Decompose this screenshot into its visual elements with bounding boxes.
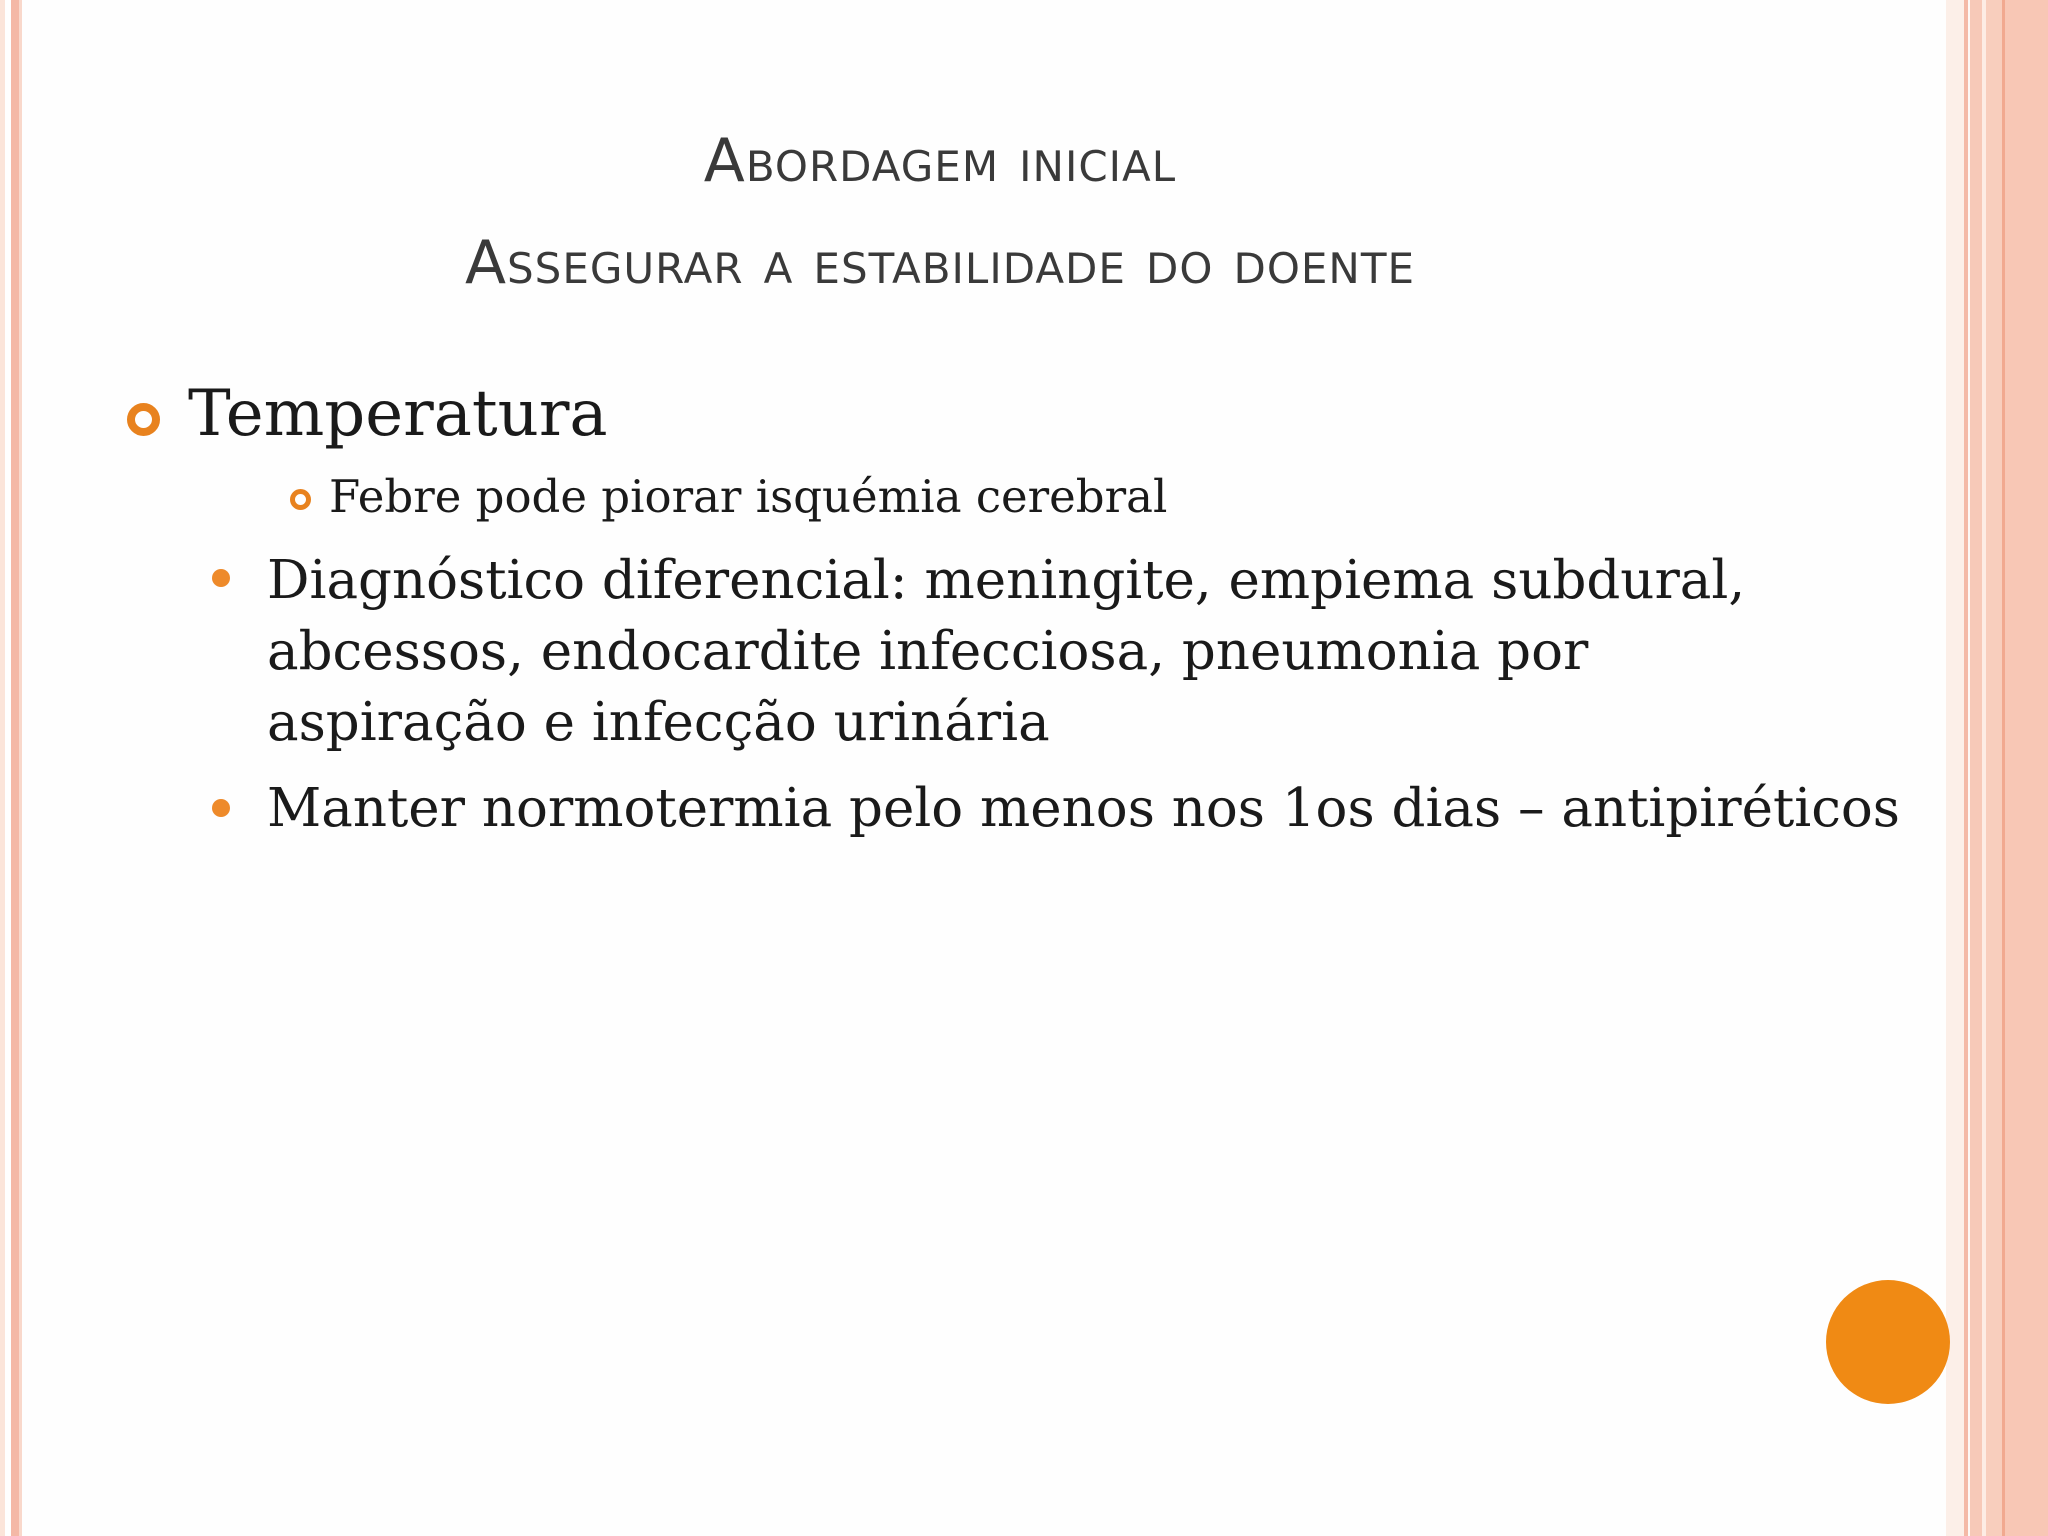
ring-bullet-icon (290, 489, 311, 510)
dot-bullet-icon (212, 799, 230, 817)
bullet-level-2: Febre pode piorar isquémia cerebral (329, 470, 1168, 523)
right-border-stripe (2005, 0, 2048, 1536)
slide-title-line-2: Assegurar a estabilidade do doente (464, 228, 1416, 298)
bullet-level-3: Diagnóstico diferencial: meningite, empiema subdural, abcessos, endocardite infecciosa, pneumonia por aspiração e infecção urinária (267, 550, 1746, 753)
orange-circle-decoration (1826, 1280, 1950, 1404)
slide-title-line-1: Abordagem inicial (703, 126, 1177, 196)
right-border-stripe (1986, 0, 2002, 1536)
bullet-level-1: Temperatura (188, 377, 608, 451)
right-border-stripe (1946, 0, 1964, 1536)
right-border-stripe (1970, 0, 1982, 1536)
ring-bullet-icon (127, 403, 160, 436)
bullet-level-3: Manter normotermia pelo menos nos 1os dias – antipiréticos (267, 778, 1900, 839)
dot-bullet-icon (212, 569, 230, 587)
slide-title (0, 110, 1880, 314)
